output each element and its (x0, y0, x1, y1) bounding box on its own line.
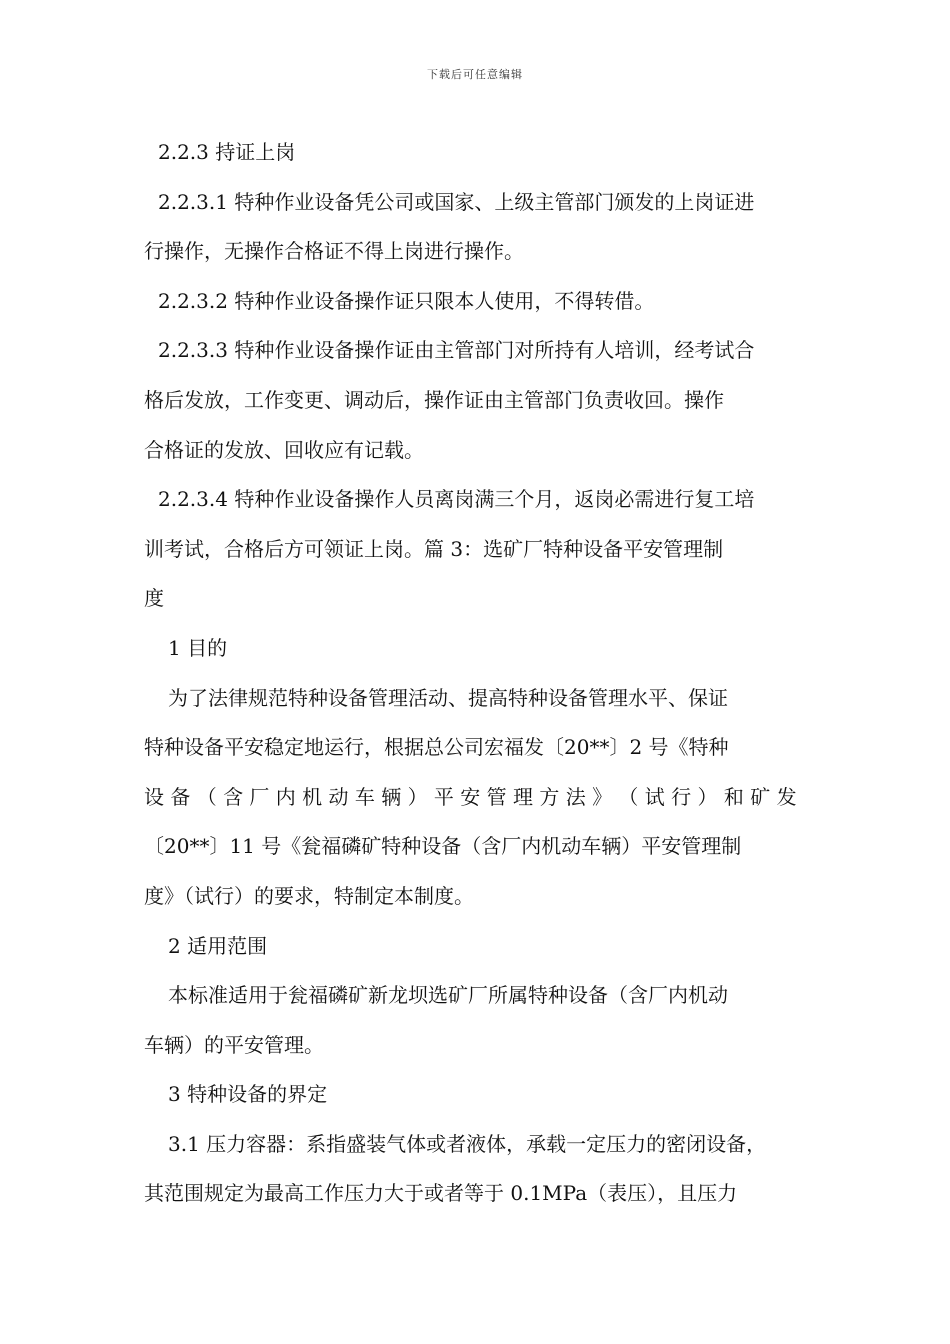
text-line: 合格证的发放、回收应有记载。 (144, 437, 424, 462)
text-line: 格后发放，工作变更、调动后，操作证由主管部门负责收回。操作 (144, 387, 724, 412)
page-header: 下载后可任意编辑 (427, 68, 523, 81)
document-body (144, 128, 808, 1219)
text-line: 2.2.3.3 特种作业设备操作证由主管部门对所持有人培训，经考试合 (158, 338, 755, 363)
text-line: 特种设备平安稳定地运行，根据总公司宏福发〔20**〕2 号《特种 (144, 735, 729, 760)
paragraph-scope (144, 971, 808, 1070)
paragraph-pressure-vessel (144, 1120, 808, 1219)
text-line: 2.2.3 持证上岗 (158, 140, 296, 164)
section-heading-2-2-3 (144, 128, 808, 178)
section-heading-scope (144, 922, 808, 972)
text-line: 度 (144, 586, 164, 611)
text-line: 其范围规定为最高工作压力大于或者等于 0.1MPa（表压），且压力 (144, 1181, 738, 1206)
section-heading-definition (144, 1070, 808, 1120)
section-heading-purpose (144, 624, 808, 674)
text-line: 训考试，合格后方可领证上岗。篇 3：选矿厂特种设备平安管理制 (144, 536, 724, 561)
paragraph-2-2-3-1 (144, 178, 808, 277)
text-line: 〔20**〕11 号《瓮福磷矿特种设备（含厂内机动车辆）平安管理制 (144, 834, 742, 859)
text-line: 2.2.3.2 特种作业设备操作证只限本人使用，不得转借。 (158, 288, 655, 313)
text-line: 本标准适用于瓮福磷矿新龙坝选矿厂所属特种设备（含厂内机动 (168, 983, 728, 1008)
text-line: 2.2.3.1 特种作业设备凭公司或国家、上级主管部门颁发的上岗证进 (158, 189, 755, 214)
text-line: 为了法律规范特种设备管理活动、提高特种设备管理水平、保证 (168, 685, 728, 710)
text-line: 1 目的 (168, 635, 228, 660)
paragraph-2-2-3-4 (144, 475, 808, 624)
text-line: 度》（试行）的要求，特制定本制度。 (144, 883, 474, 908)
text-line: 3 特种设备的界定 (168, 1082, 328, 1107)
text-line: 车辆）的平安管理。 (144, 1032, 324, 1057)
paragraph-2-2-3-2 (144, 277, 808, 327)
text-line: 3.1 压力容器：系指盛装气体或者液体，承载一定压力的密闭设备， (168, 1131, 767, 1156)
text-line: 2 适用范围 (168, 933, 268, 958)
text-line: 行操作，无操作合格证不得上岗进行操作。 (144, 239, 524, 264)
text-line: 2.2.3.4 特种作业设备操作人员离岗满三个月，返岗必需进行复工培 (158, 487, 755, 512)
paragraph-2-2-3-3 (144, 326, 808, 475)
paragraph-purpose (144, 674, 808, 922)
text-line: 设 备 （ 含 厂 内 机 动 车 辆 ） 平 安 管 理 方 法 》 （ 试 行 ） 和 矿 发 (144, 784, 797, 809)
